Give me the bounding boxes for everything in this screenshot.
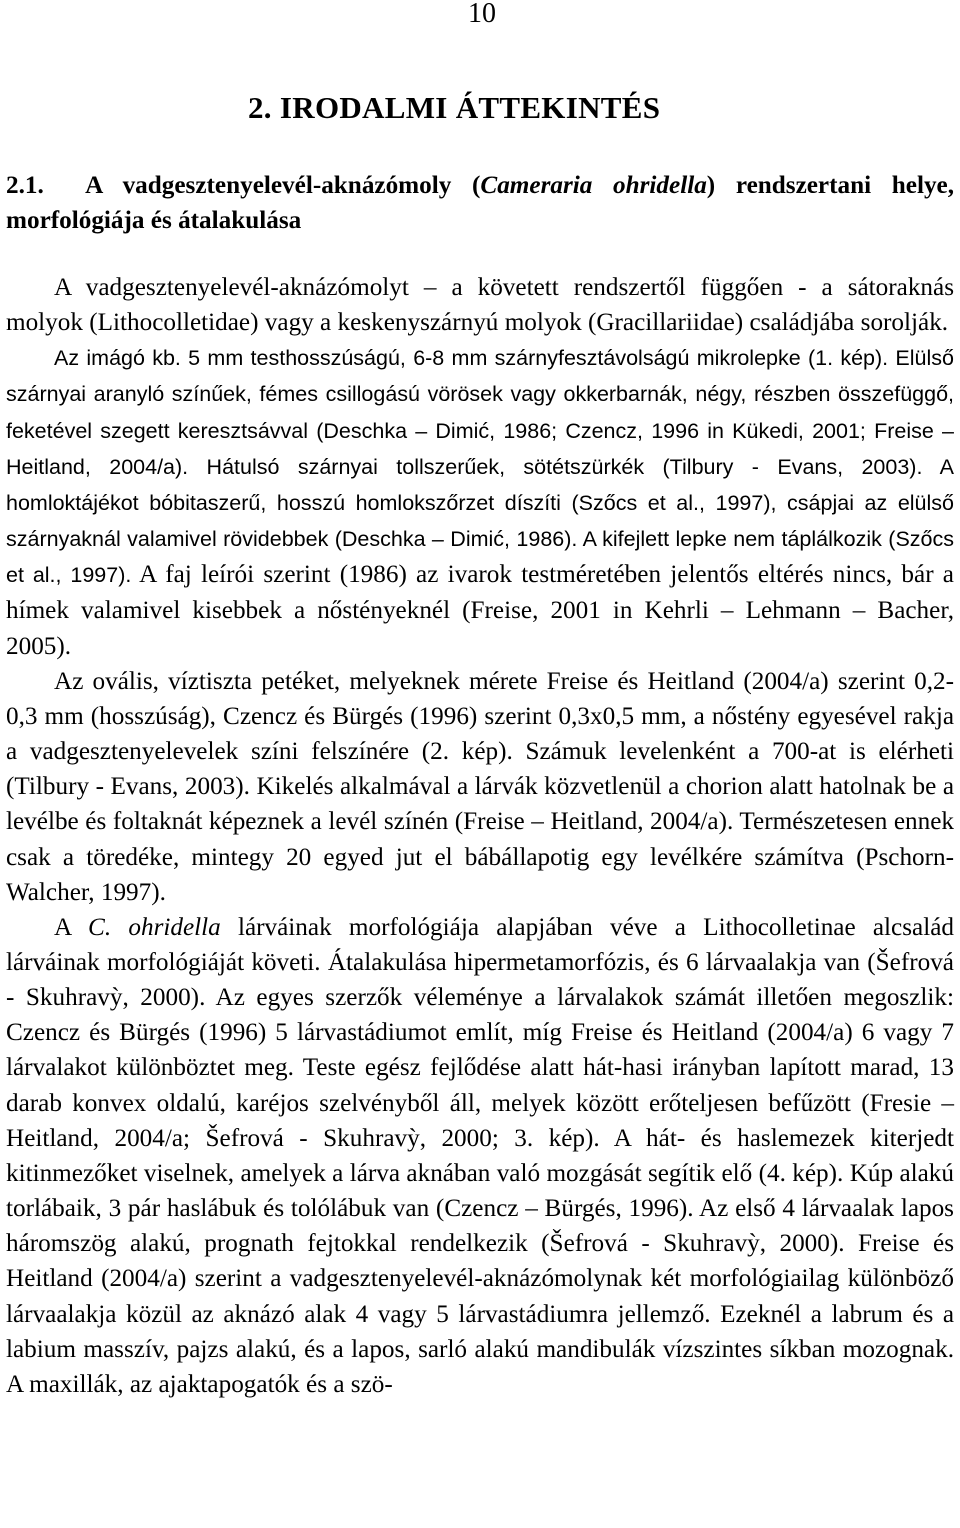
paragraph-eggs: Az ovális, víztiszta petéket, melyeknek mérete Freise és Heitland (2004/a) szerint 0,2-0,3 mm (hosszúság), Czencz és Bürgés (1996) szerint 0,3x0,5 mm, a nőstény egyesével rakja a vadgesztenyelevelek színi felszínére (2. kép). Számuk levelenként a 700-at is elérheti (Tilbury - Evans, 2003). Kikelés alkalmával a lárvák közvetlenül a chorion alatt hatolnak be a levélbe és foltaknát képeznek a levél színén (Freise – Heitland, 2004/a). Természetesen ennek csak a töredéke, mintegy 20 egyed jut el bábállapotig egy levélkére számítva (Pschorn-Walcher, 1997). xyxy=(6,667,954,906)
paragraph-imago-serif: A faj leírói szerint (1986) az ivarok testméretében jelentős eltérés nincs, bár a hímek valamivel kisebbek a nőstényeknél (Freise, 2001 in Kehrli – Lehmann – Bacher, 2005). xyxy=(6,561,954,660)
paragraph-imago-sans: Az imágó kb. 5 mm testhosszúságú, 6-8 mm szárnyfesztávolságú mikrolepke (1. kép). Elülső szárnyai aranyló színűek, fémes csillogású vörösek vagy okkerbarnák, négy, részben összefüggő, feketével szegett keresztsávval (Deschka – Dimić, 1986; Czencz, 1996 in Kükedi, 2001; Freise – Heitland, 2004/a). Hátulsó szárnyai tollszerűek, sötétszürkék (Tilbury - Evans, 2003). A homloktájékot bóbitaszerű, hosszú homlokszőrzet díszíti (Szőcs et al., 1997), csápjai az elülső szárnyaknál valamivel rövidebbek (Deschka – Dimić, 1986). A kifejlett lepke nem táplálkozik (Szőcs et al., 1997). xyxy=(6,346,954,588)
section-title-pre: A vadgesztenyelevél-aknázómoly ( xyxy=(85,172,481,199)
section-title-post: ) rendszertani helye, morfológiája és átalakulása xyxy=(6,172,955,234)
page-number: 10 xyxy=(468,0,496,29)
paragraph-larvae xyxy=(6,910,954,1402)
paragraph-imago xyxy=(6,340,954,663)
paragraph-larvae-post: lárváinak morfológiája alapjában véve a Lithocolletinae alcsalád lárváinak morfológiáját követi. Átalakulása hipermetamorfózis, és 6 lárvaalakja van (Šefrová - Skuhravỳ, 2000). Az egyes szerzők véleménye a lárvalakok számát illetően megoszlik: Czencz és Bürgés (1996) 5 lárvastádiumot említ, míg Freise és Heitland (2004/a) 6 vagy 7 lárvalakot különböztet meg. Teste egész fejlődése alatt hát-hasi irányban lapított marad, 13 darab konvex oldalú, karéjos szelvényből áll, melyek között erőteljesen befűzött (Fresie – Heitland, 2004/a; Šefrová - Skuhravỳ, 2000; 3. kép). A hát- és haslemezek kiterjedt kitinmezőket viselnek, amelyek a lárva aknában való mozgását segítik elő (4. kép). Kúp alakú torlábaik, 3 pár haslábuk és tolólábuk van (Czencz – Bürgés, 1996). Az első 4 lárvaalak lapos háromszög alakú, prognath fejtokkal rendelkezik (Šefrová - Skuhravỳ, 2000). Freise és Heitland (2004/a) szerint a vadgesztenyelevél-aknázómolynak két morfológiailag különböző lárvaalakja közül az aknázó alak 4 vagy 5 lárvastádiumra jellemző. Ezeknél a labrum és a labium masszív, pajzs alakú, és a lapos, sarló alakú mandibulák vízszintes síkban mozognak. A maxillák, az ajaktapogatók és a szö- xyxy=(6,913,954,1398)
section-heading xyxy=(6,168,954,238)
paragraph-taxonomy: A vadgesztenyelevél-aknázómolyt – a követett rendszertől függően - a sátoraknás molyok (Lithocolletidae) vagy a keskenyszárnyú molyok (Gracillariidae) családjába sorolják. xyxy=(6,274,954,337)
section-title-species: Cameraria ohridella xyxy=(480,172,707,199)
body-text xyxy=(6,270,954,1402)
chapter-title: 2. IRODALMI ÁTTEKINTÉS xyxy=(248,90,661,125)
paragraph-larvae-pre: A xyxy=(54,913,89,941)
paragraph-larvae-species: C. ohridella xyxy=(88,913,221,941)
section-number: 2.1. xyxy=(6,172,44,199)
